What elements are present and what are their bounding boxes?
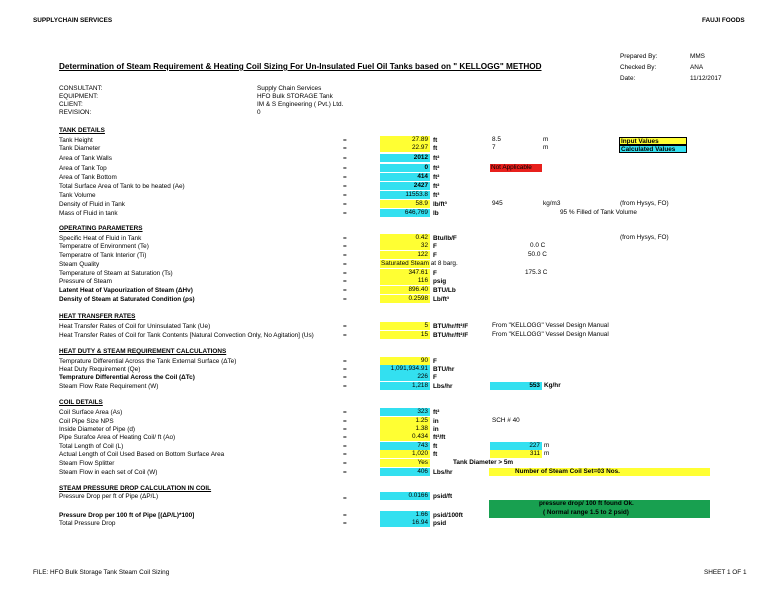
- legend-input: Input Values: [619, 137, 687, 145]
- row-label: Specific Heat of Fluid in Tank: [59, 235, 142, 242]
- input-value[interactable]: 1,020: [380, 450, 430, 458]
- section-operating: OPERATING PARAMETERS: [59, 225, 143, 232]
- equals: =: [343, 512, 347, 519]
- input-value[interactable]: 122: [380, 251, 430, 259]
- row-label: Temprature Differential Across the Coil (ΔTc): [59, 374, 195, 381]
- row-label: Steam Flow Rate Requirement (W): [59, 383, 159, 390]
- row-label: Steam Flow in each set of Coil (W): [59, 469, 158, 476]
- calculated-value: 226: [380, 373, 430, 381]
- equals: =: [343, 469, 347, 476]
- source-note: From "KELLOGG" Vessel Design Manual: [492, 322, 609, 329]
- unit: ft²: [433, 155, 440, 162]
- page-title: Determination of Steam Requirement & Heating Coil Sizing For Un-Insulated Fuel Oil Tanks based on " KELLOGG" METHOD: [59, 62, 542, 71]
- alt-unit: Kg/hr: [544, 382, 561, 389]
- equals: =: [343, 261, 347, 268]
- legend-calculated: Calculated Values: [619, 145, 687, 153]
- not-applicable-badge: Not Applicable: [490, 164, 542, 172]
- splitter-note: Tank Diameter > 5m: [453, 459, 514, 466]
- unit: ft: [433, 443, 438, 450]
- unit: lb: [433, 210, 439, 217]
- info-label: EQUIPMENT:: [59, 93, 99, 100]
- steam-quality-value[interactable]: Saturated Steam at 8 barg.: [381, 260, 458, 267]
- unit: BTU/hr/ft²/F: [433, 323, 469, 330]
- fill-note: 95 % Filled of Tank Volume: [560, 209, 637, 216]
- unit: ft³: [433, 192, 440, 199]
- unit: ft²: [433, 165, 440, 172]
- unit: psid/100ft: [433, 512, 463, 519]
- equals: =: [343, 174, 347, 181]
- input-value[interactable]: 116: [380, 277, 430, 285]
- source-note: (from Hysys, FO): [620, 234, 669, 241]
- calculated-value: 406: [380, 468, 430, 476]
- alt-value: 7: [492, 144, 496, 151]
- input-value[interactable]: 90: [380, 357, 430, 365]
- equals: =: [343, 137, 347, 144]
- unit: ft²: [433, 183, 440, 190]
- unit: ft²/ft: [433, 434, 446, 441]
- equals: =: [343, 426, 347, 433]
- input-value[interactable]: 32: [380, 242, 430, 250]
- info-value: 0: [257, 109, 261, 116]
- row-label: Tank Diameter: [59, 145, 101, 152]
- equals: =: [343, 210, 347, 217]
- equals: =: [343, 366, 347, 373]
- unit: BTU/hr/ft²/F: [433, 332, 469, 339]
- equals: =: [343, 418, 347, 425]
- equals: =: [343, 252, 347, 259]
- source-note: (from Hysys, FO): [620, 200, 669, 207]
- info-value: IM & S Engineering ( Pvt.) Ltd.: [257, 101, 344, 108]
- client-header: FAUJI FOODS: [702, 17, 745, 24]
- equals: =: [343, 332, 347, 339]
- row-label: Pipe Surafce Area of Heating Coil/ ft (Ao): [59, 434, 176, 441]
- alt-unit: m: [543, 144, 549, 151]
- checked-label: Checked By:: [620, 64, 657, 71]
- celsius-value: 0.0 C: [530, 242, 546, 249]
- equals: =: [343, 460, 347, 467]
- calculated-value: 1,091,934.91: [380, 365, 430, 373]
- date-value: 11/12/2017: [690, 75, 722, 82]
- equals: =: [343, 165, 347, 172]
- equals: =: [343, 451, 347, 458]
- calculated-value: 2427: [380, 182, 430, 190]
- calculated-value: 323: [380, 408, 430, 416]
- equals: =: [343, 145, 347, 152]
- unit: F: [433, 270, 437, 277]
- unit: BTU/hr: [433, 366, 455, 373]
- row-label: Pressure Drop per ft of Pipe (ΔP/L): [59, 493, 159, 500]
- prepared-value: MMS: [690, 53, 705, 60]
- alt-value: 945: [492, 200, 503, 207]
- input-value[interactable]: 347.61: [380, 269, 430, 277]
- row-label: Mass of Fluid in tank: [59, 210, 118, 217]
- section-heat-duty: HEAT DUTY & STEAM REQUIREMENT CALCULATIONS: [59, 348, 227, 355]
- unit: BTU/Lb: [433, 287, 456, 294]
- unit: F: [433, 358, 437, 365]
- equals: =: [343, 409, 347, 416]
- equals: =: [343, 374, 347, 381]
- equals: =: [343, 235, 347, 242]
- unit: ft²: [433, 174, 440, 181]
- file-name: FILE: HFO Bulk Storage Tank Steam Coil Sizing: [33, 569, 170, 576]
- info-label: CONSULTANT:: [59, 85, 103, 92]
- unit: psid: [433, 520, 447, 527]
- unit: ft²: [433, 409, 440, 416]
- date-label: Date:: [620, 75, 636, 82]
- unit: F: [433, 252, 437, 259]
- equals: =: [343, 443, 347, 450]
- section-pressure: STEAM PRESSURE DROP CALCULATION IN COIL: [59, 485, 212, 492]
- info-value: HFO Bulk STORAGE Tank: [257, 93, 333, 100]
- equals: =: [343, 323, 347, 330]
- unit: Btu/lb/F: [433, 235, 457, 242]
- input-value[interactable]: 27.89: [380, 136, 430, 144]
- row-label: Temprature Differential Across the Tank External Surface (ΔTe): [59, 358, 237, 365]
- equals: =: [343, 201, 347, 208]
- input-value[interactable]: 0.42: [380, 234, 430, 242]
- unit: ft: [433, 145, 438, 152]
- row-label: Steam Flow Splitter: [59, 460, 115, 467]
- row-label: Density of Fluid in Tank: [59, 201, 125, 208]
- equals: =: [343, 495, 347, 502]
- unit: ft: [433, 137, 438, 144]
- unit: Lbs/hr: [433, 469, 453, 476]
- equals: =: [343, 270, 347, 277]
- row-label: Temperatre of Tank Interior (Ti): [59, 252, 147, 259]
- equals: =: [343, 520, 347, 527]
- pressure-ok-line1: pressure drop/ 100 ft found Ok.: [539, 500, 634, 507]
- sheet-number: SHEET 1 OF 1: [704, 569, 747, 576]
- calculated-value: 743: [380, 442, 430, 450]
- row-label: Heat Transfer Rates of Coil for Uninsulated Tank (Ue): [59, 323, 211, 330]
- equals: =: [343, 287, 347, 294]
- input-value[interactable]: 896.40: [380, 286, 430, 294]
- row-label: Actual Length of Coil Used Based on Bottom Surface Area: [59, 451, 225, 458]
- equals: =: [343, 243, 347, 250]
- calculated-value: 414: [380, 173, 430, 181]
- input-value[interactable]: 22.97: [380, 144, 430, 152]
- unit: Lb/ft³: [433, 296, 449, 303]
- row-label: Area of Tank Bottom: [59, 174, 117, 181]
- row-label: Latent Heat of Vapourization of Steam (ΔHv): [59, 287, 193, 294]
- company-header: SUPPLYCHAIN SERVICES: [33, 17, 113, 24]
- alt-unit: m: [544, 442, 550, 449]
- input-value[interactable]: 0.2598: [380, 295, 430, 303]
- row-label: Temperatre of Environment (Te): [59, 243, 149, 250]
- info-value: Supply Chain Services: [257, 85, 322, 92]
- equals: =: [343, 278, 347, 285]
- calculated-value: 2012: [380, 154, 430, 162]
- calculated-value: 0.0166: [380, 492, 430, 500]
- row-label: Pressure Drop per 100 ft of Pipe [(ΔP/L)*100]: [59, 512, 195, 519]
- celsius-value: 50.0 C: [528, 251, 547, 258]
- info-label: CLIENT:: [59, 101, 83, 108]
- row-label: Total Length of Coil (L): [59, 443, 124, 450]
- calculated-value: 0: [380, 164, 430, 172]
- row-label: Temperature of Steam at Saturation (Ts): [59, 270, 173, 277]
- calculated-value: 16.94: [380, 519, 430, 527]
- source-note: From "KELLOGG" Vessel Design Manual: [492, 331, 609, 338]
- equals: =: [343, 296, 347, 303]
- input-value[interactable]: Yes: [380, 459, 430, 467]
- coil-set-note: Number of Steam Coil Set=03 Nos.: [489, 468, 710, 476]
- row-label: Heat Transfer Rates of Coil for Tank Contents [Natural Convection Only, No Agitation] (Us): [59, 332, 314, 339]
- unit: psig: [433, 278, 447, 285]
- section-tank: TANK DETAILS: [59, 127, 105, 134]
- input-value[interactable]: 1.25: [380, 417, 430, 425]
- alt-unit: kg/m3: [543, 200, 561, 207]
- pressure-ok-line2: ( Normal range 1.5 to 2 psid): [543, 509, 629, 516]
- unit: F: [433, 374, 437, 381]
- input-value[interactable]: 0.434: [380, 433, 430, 441]
- unit: in: [433, 418, 439, 425]
- actual-length-m: 311: [490, 450, 542, 458]
- coil-length-m: 227: [490, 442, 542, 450]
- section-heat-transfer: HEAT TRANSFER RATES: [59, 313, 136, 320]
- row-label: Tank Volume: [59, 192, 96, 199]
- row-label: Tank Height: [59, 137, 93, 144]
- row-label: Total Pressure Drop: [59, 520, 116, 527]
- equals: =: [343, 183, 347, 190]
- row-label: Area of Tank Top: [59, 165, 107, 172]
- calculated-value: 1.66: [380, 511, 430, 519]
- unit: psid/ft: [433, 493, 453, 500]
- input-value[interactable]: 58.9: [380, 200, 430, 208]
- checked-value: ANA: [690, 64, 704, 71]
- input-value[interactable]: 1.38: [380, 425, 430, 433]
- equals: =: [343, 155, 347, 162]
- row-label: Density of Steam at Saturated Condition (ρs): [59, 296, 195, 303]
- unit: lb/ft³: [433, 201, 447, 208]
- equals: =: [343, 383, 347, 390]
- prepared-label: Prepared By:: [620, 53, 658, 60]
- equals: =: [343, 192, 347, 199]
- unit: ft: [433, 451, 438, 458]
- pressure-ok-note: [489, 500, 710, 518]
- celsius-value: 175.3 C: [525, 269, 548, 276]
- unit: F: [433, 243, 437, 250]
- input-value[interactable]: 15: [380, 331, 430, 339]
- alt-value: 8.5: [492, 136, 501, 143]
- input-value[interactable]: 5: [380, 322, 430, 330]
- unit: Lbs/hr: [433, 383, 453, 390]
- row-label: Inside Diameter of Pipe (d): [59, 426, 136, 433]
- row-label: Pressure of Steam: [59, 278, 112, 285]
- section-coil: COIL DETAILS: [59, 399, 103, 406]
- calculated-value: 11553.8: [380, 191, 430, 199]
- row-label: Heat Duty Requirement (Qe): [59, 366, 141, 373]
- equals: =: [343, 358, 347, 365]
- equals: =: [343, 434, 347, 441]
- unit: in: [433, 426, 439, 433]
- row-label: Coil Surface Area (As): [59, 409, 123, 416]
- alt-unit: m: [544, 450, 550, 457]
- row-label: Area of Tank Walls: [59, 155, 112, 162]
- steam-flow-kg: 553: [490, 382, 542, 390]
- schedule-note: SCH # 40: [492, 417, 520, 424]
- row-label: Steam Quality: [59, 261, 100, 268]
- alt-unit: m: [543, 136, 549, 143]
- row-label: Total Surface Area of Tank to be heated (Ae): [59, 183, 185, 190]
- info-label: REVISION:: [59, 109, 92, 116]
- calculated-value: 1,218: [380, 382, 430, 390]
- calculated-value: 646,769: [380, 209, 430, 217]
- row-label: Coil Pipe Size NPS: [59, 418, 114, 425]
